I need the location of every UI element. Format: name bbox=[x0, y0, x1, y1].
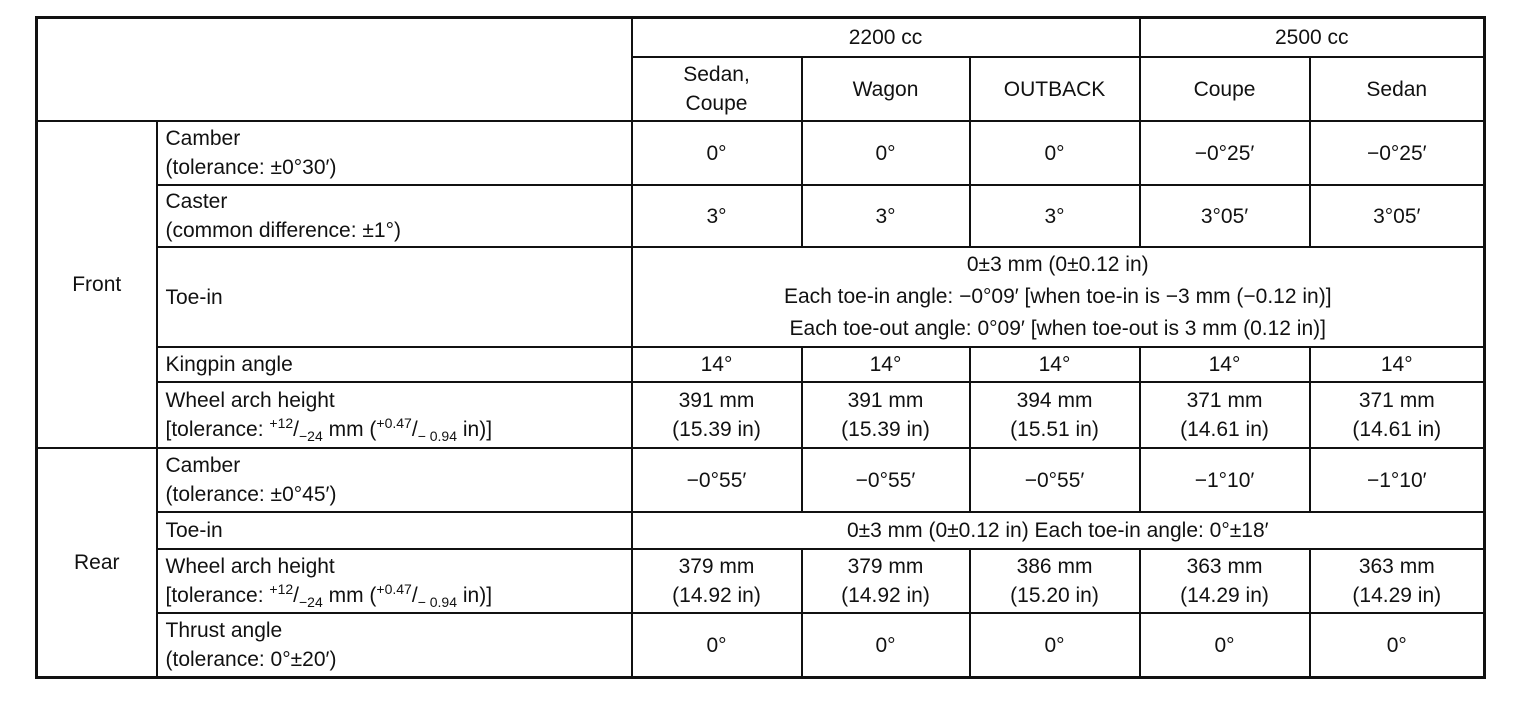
table-row bbox=[37, 185, 1485, 247]
value-in: (14.61 in) bbox=[1352, 418, 1442, 441]
value-cell: 3° bbox=[802, 185, 970, 247]
tol-text: [tolerance: bbox=[165, 584, 270, 607]
item-tolerance bbox=[166, 415, 623, 444]
value-cell: −0°25′ bbox=[1140, 121, 1310, 185]
value-cell bbox=[632, 382, 802, 448]
tol-text: in)] bbox=[457, 418, 493, 441]
value-cell: −0°55′ bbox=[802, 448, 970, 512]
value-mm: 371 mm bbox=[1186, 389, 1263, 412]
value-cell: 0° bbox=[802, 613, 970, 678]
section-front-label: Front bbox=[37, 121, 157, 448]
value-cell: −1°10′ bbox=[1140, 448, 1310, 512]
item-name: Camber bbox=[165, 454, 241, 477]
value-cell bbox=[802, 549, 970, 613]
table-row bbox=[37, 121, 1485, 185]
header-model-sedan-coupe: Sedan, Coupe bbox=[632, 57, 802, 121]
tol-sup: +12 bbox=[269, 415, 294, 431]
value-cell bbox=[1140, 549, 1310, 613]
value-in: (14.92 in) bbox=[672, 584, 761, 607]
header-blank-cell bbox=[37, 18, 632, 122]
tol-sub: −24 bbox=[299, 594, 323, 611]
value-cell: 0° bbox=[802, 121, 970, 185]
tol-text: mm ( bbox=[322, 584, 377, 607]
tol-sup: +12 bbox=[269, 581, 294, 597]
value-cell: 0° bbox=[632, 121, 802, 185]
value-cell: 3°05′ bbox=[1310, 185, 1485, 247]
item-name: Camber bbox=[165, 127, 241, 150]
rear-thrust-label bbox=[157, 613, 632, 678]
table-row bbox=[37, 382, 1485, 448]
value-cell: −1°10′ bbox=[1310, 448, 1485, 512]
table-row bbox=[37, 247, 1485, 347]
value-cell: −0°25′ bbox=[1310, 121, 1485, 185]
header-group-2500: 2500 cc bbox=[1140, 18, 1485, 58]
value-mm: 379 mm bbox=[678, 555, 755, 578]
value-mm: 371 mm bbox=[1358, 389, 1435, 412]
item-name: Thrust angle bbox=[165, 619, 283, 642]
toe-in-line: Each toe-in angle: −0°09′ [when toe-in is −3 mm (−0.12 in)] bbox=[783, 285, 1332, 308]
value-cell: 3°05′ bbox=[1140, 185, 1310, 247]
table-row bbox=[37, 347, 1485, 382]
value-cell: 3° bbox=[970, 185, 1140, 247]
header-model-wagon: Wagon bbox=[802, 57, 970, 121]
value-mm: 391 mm bbox=[678, 389, 755, 412]
front-camber-label bbox=[157, 121, 632, 185]
value-cell bbox=[1140, 382, 1310, 448]
front-kingpin-label: Kingpin angle bbox=[157, 347, 632, 382]
value-cell: 0° bbox=[1140, 613, 1310, 678]
value-cell: 0° bbox=[970, 613, 1140, 678]
item-name: Wheel arch height bbox=[165, 389, 335, 412]
tol-slash: / bbox=[293, 584, 299, 607]
tol-slash: / bbox=[411, 418, 418, 441]
table-row bbox=[37, 448, 1485, 512]
value-in: (15.20 in) bbox=[1010, 584, 1099, 607]
item-name: Wheel arch height bbox=[165, 555, 335, 578]
toe-out-line: Each toe-out angle: 0°09′ [when toe-out is 3 mm (0.12 in)] bbox=[789, 317, 1326, 340]
value-in: (14.61 in) bbox=[1180, 418, 1269, 441]
tol-sup: +0.47 bbox=[376, 415, 412, 431]
value-mm: 394 mm bbox=[1016, 389, 1093, 412]
value-mm: 386 mm bbox=[1016, 555, 1093, 578]
value-mm: 363 mm bbox=[1358, 555, 1435, 578]
tol-slash: / bbox=[411, 584, 418, 607]
value-cell: 0° bbox=[1310, 613, 1485, 678]
value-cell bbox=[632, 549, 802, 613]
tol-sub: − 0.94 bbox=[417, 428, 458, 445]
front-wheel-arch-label bbox=[157, 382, 632, 448]
value-cell: 14° bbox=[802, 347, 970, 382]
value-cell bbox=[1310, 549, 1485, 613]
item-tolerance: (tolerance: ±0°30′) bbox=[165, 156, 337, 179]
tol-slash: / bbox=[293, 418, 299, 441]
value-cell: 14° bbox=[1140, 347, 1310, 382]
value-in: (15.39 in) bbox=[672, 418, 761, 441]
header-model-coupe: Coupe bbox=[1140, 57, 1310, 121]
value-cell: 14° bbox=[970, 347, 1140, 382]
item-tolerance: (common difference: ±1°) bbox=[165, 219, 401, 242]
value-mm: 391 mm bbox=[847, 389, 924, 412]
tol-sub: −24 bbox=[299, 428, 323, 445]
item-tolerance bbox=[166, 581, 623, 610]
value-cell: 3° bbox=[632, 185, 802, 247]
table-row bbox=[37, 512, 1485, 549]
value-cell bbox=[970, 549, 1140, 613]
header-group-2200: 2200 cc bbox=[632, 18, 1140, 58]
front-caster-label bbox=[157, 185, 632, 247]
tol-text: mm ( bbox=[322, 418, 377, 441]
value-cell: 14° bbox=[632, 347, 802, 382]
value-cell bbox=[802, 382, 970, 448]
tol-text: in)] bbox=[457, 584, 493, 607]
value-cell: 0° bbox=[632, 613, 802, 678]
table-row bbox=[37, 613, 1485, 678]
value-cell: −0°55′ bbox=[970, 448, 1140, 512]
toe-in-line: 0±3 mm (0±0.12 in) bbox=[966, 253, 1149, 276]
rear-wheel-arch-label bbox=[157, 549, 632, 613]
value-mm: 363 mm bbox=[1186, 555, 1263, 578]
rear-toe-in-value: 0±3 mm (0±0.12 in) Each toe-in angle: 0°±18′ bbox=[632, 512, 1485, 549]
section-rear-label: Rear bbox=[37, 448, 157, 678]
header-model-sedan: Sedan bbox=[1310, 57, 1485, 121]
tol-sup: +0.47 bbox=[376, 581, 412, 597]
rear-toe-in-label: Toe-in bbox=[157, 512, 632, 549]
value-in: (15.51 in) bbox=[1010, 418, 1099, 441]
header-model-outback: OUTBACK bbox=[970, 57, 1140, 121]
item-tolerance: (tolerance: 0°±20′) bbox=[165, 648, 337, 671]
value-in: (14.92 in) bbox=[841, 584, 930, 607]
value-mm: 379 mm bbox=[847, 555, 924, 578]
value-cell: −0°55′ bbox=[632, 448, 802, 512]
item-name: Caster bbox=[165, 190, 228, 213]
value-in: (15.39 in) bbox=[841, 418, 930, 441]
tol-text: [tolerance: bbox=[165, 418, 270, 441]
table-row bbox=[37, 549, 1485, 613]
item-tolerance: (tolerance: ±0°45′) bbox=[165, 483, 337, 506]
header-group-row bbox=[37, 18, 1485, 58]
value-cell bbox=[1310, 382, 1485, 448]
wheel-alignment-spec-table bbox=[35, 16, 1486, 679]
value-cell: 0° bbox=[970, 121, 1140, 185]
value-cell: 14° bbox=[1310, 347, 1485, 382]
tol-sub: − 0.94 bbox=[417, 594, 458, 611]
front-toe-in-label: Toe-in bbox=[157, 247, 632, 347]
value-in: (14.29 in) bbox=[1180, 584, 1269, 607]
rear-camber-label bbox=[157, 448, 632, 512]
value-in: (14.29 in) bbox=[1352, 584, 1442, 607]
front-toe-in-value bbox=[632, 247, 1485, 347]
value-cell bbox=[970, 382, 1140, 448]
